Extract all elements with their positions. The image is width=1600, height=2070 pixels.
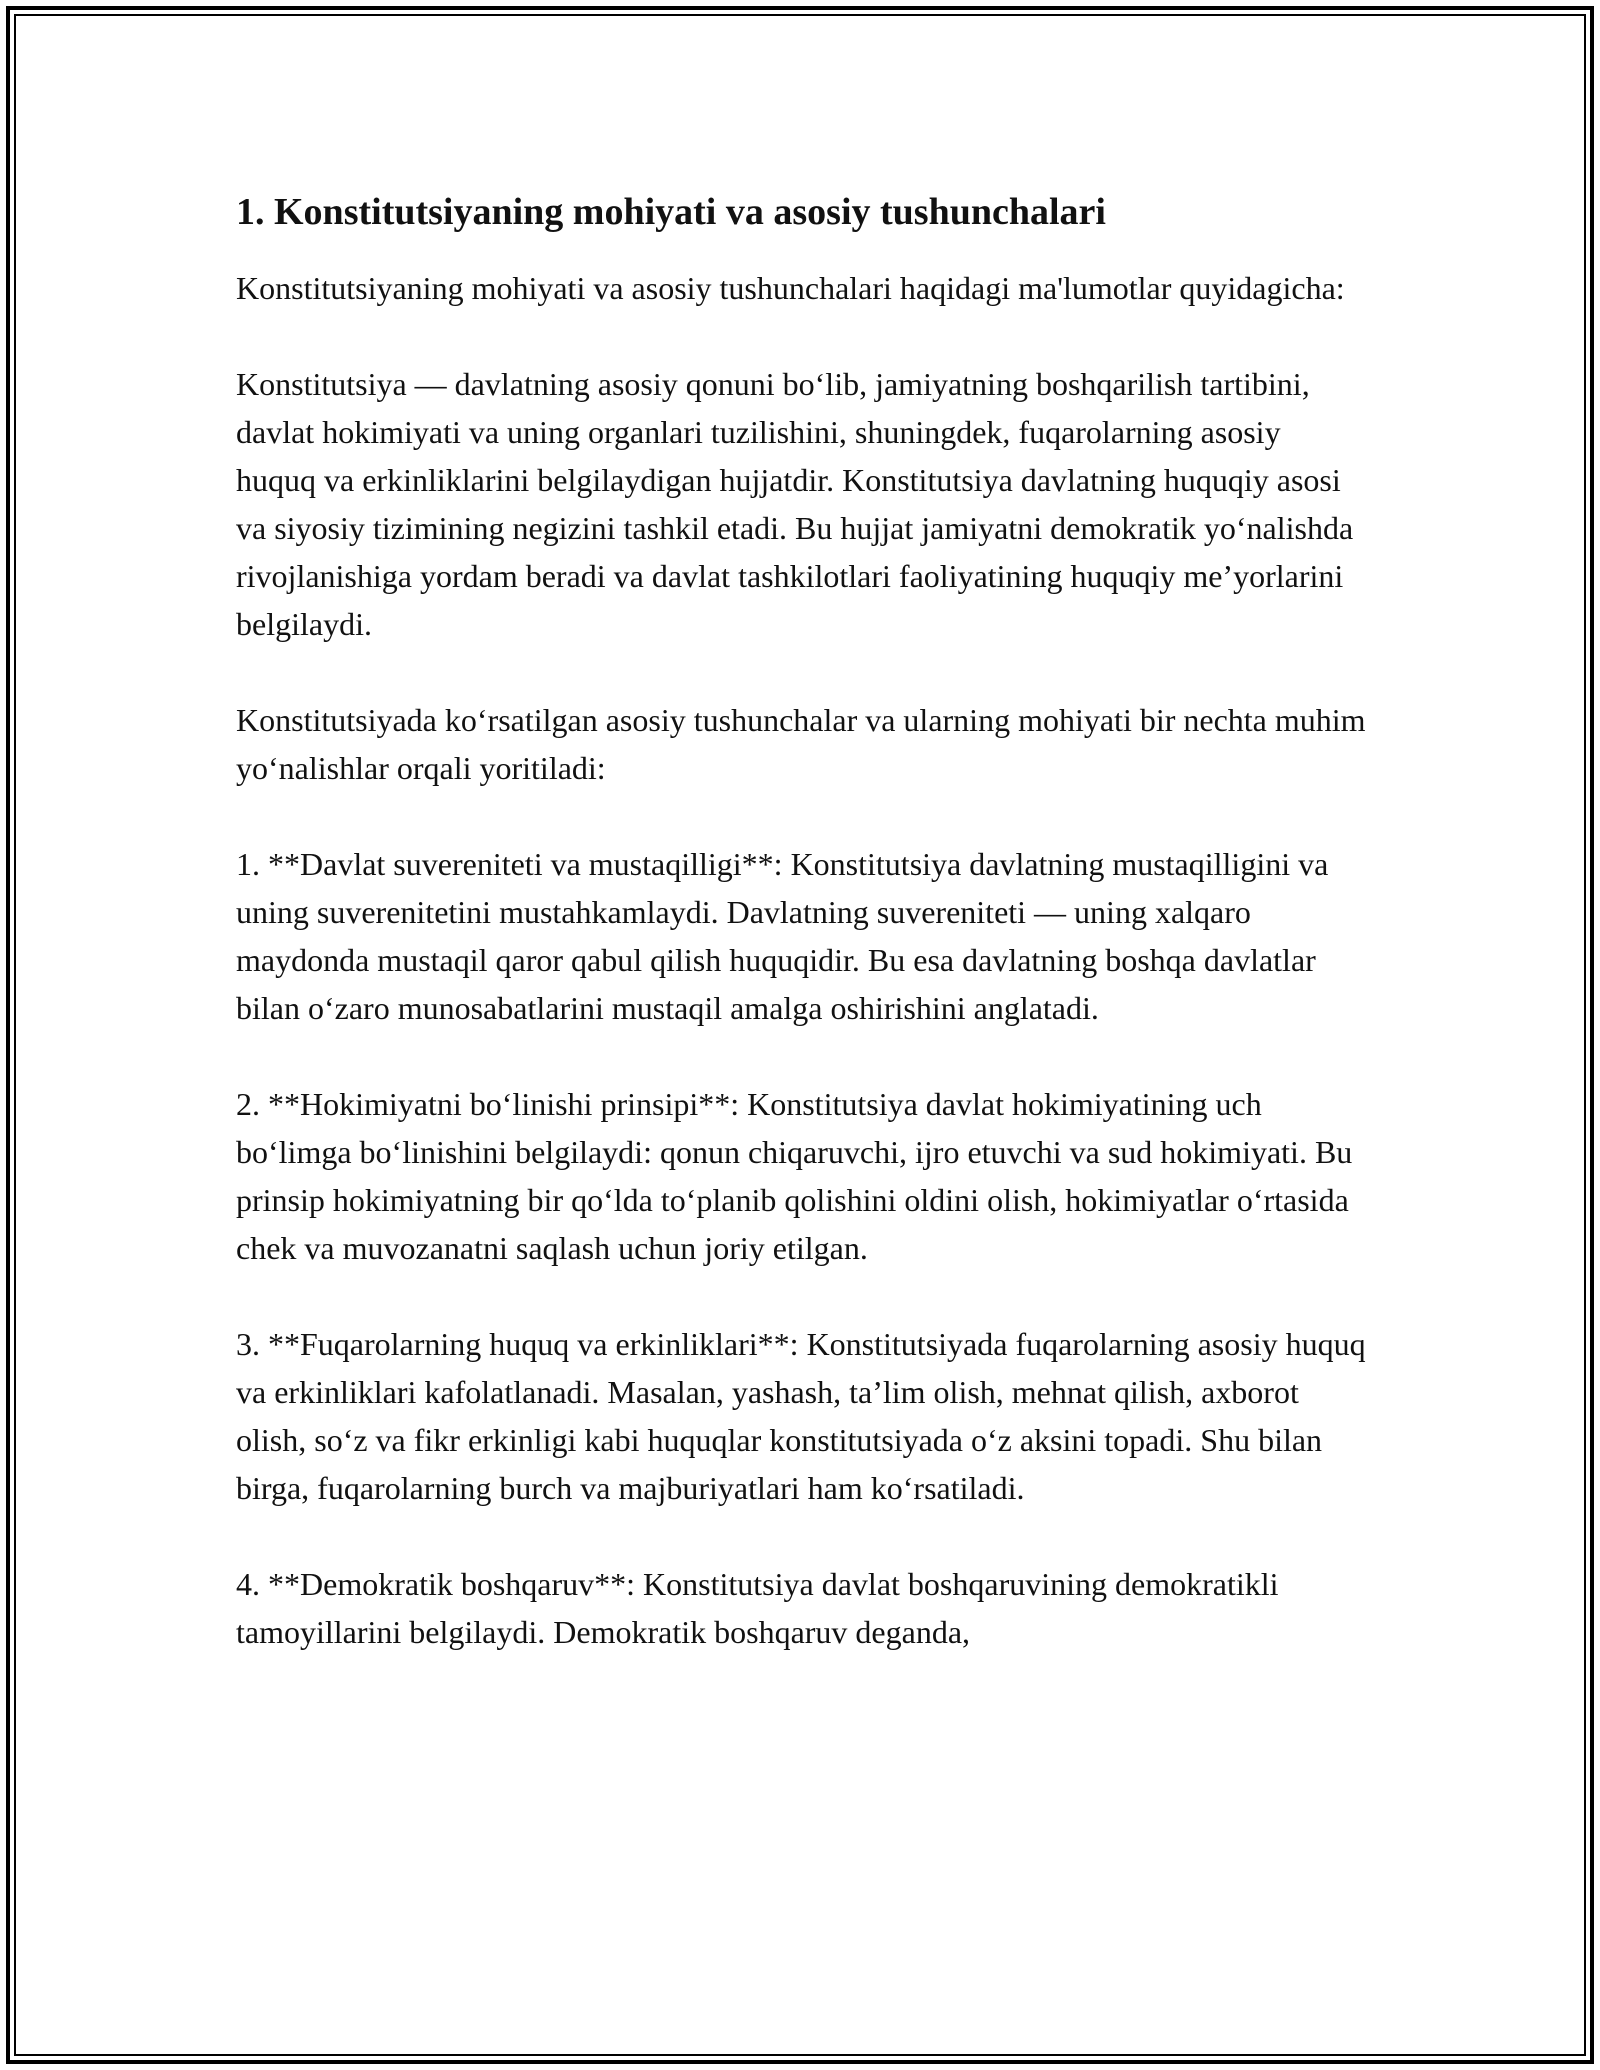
intro-paragraph: Konstitutsiyaning mohiyati va asosiy tushunchalari haqidagi ma'lumotlar quyidagicha: (236, 270, 1345, 306)
list-item-democratic-governance: 4. **Demokratik boshqaruv**: Konstitutsiya davlat boshqaruvining demokratikli tamoyillarini belgilaydi. Demokratik boshqaruv deganda, (236, 1566, 1279, 1650)
document-title: 1. Konstitutsiyaning mohiyati va asosiy tushunchalari (236, 191, 1106, 233)
list-item-sovereignty: 1. **Davlat suvereniteti va mustaqilligi**: Konstitutsiya davlatning mustaqilligini va uning suverenitetini mustahkamlaydi. Davlatning suvereniteti — uning xalqaro maydonda mustaqil qaror qabul qilish huquqidir. Bu esa davlatning boshqa davlatlar bilan o‘zaro munosabatlarini mustaqil amalga oshirishini anglatadi. (236, 846, 1329, 1026)
definition-paragraph: Konstitutsiya — davlatning asosiy qonuni bo‘lib, jamiyatning boshqarilish tartibini, davlat hokimiyati va uning organlari tuzilishini, shuningdek, fuqarolarning asosiy huquq va erkinliklarini belgilaydigan hujjatdir. Konstitutsiya davlatning huquqiy asosi va siyosiy tizimining negizini tashkil etadi. Bu hujjat jamiyatni demokratik yo‘nalishda rivojlanishiga yordam beradi va davlat tashkilotlari faoliyatining huquqiy me’yorlarini belgilaydi. (236, 366, 1354, 642)
list-item-separation-of-powers: 2. **Hokimiyatni bo‘linishi prinsipi**: Konstitutsiya davlat hokimiyatining uch bo‘limga bo‘linishini belgilaydi: qonun chiqaruvchi, ijro etuvchi va sud hokimiyati. Bu prinsip hokimiyatning bir qo‘lda to‘planib qolishini oldini olish, hokimiyatlar o‘rtasida chek va muvozanatni saqlash uchun joriy etilgan. (236, 1086, 1353, 1266)
overview-paragraph: Konstitutsiyada ko‘rsatilgan asosiy tushunchalar va ularning mohiyati bir nechta muhim yo‘nalishlar orqali yoritiladi: (236, 702, 1366, 786)
list-item-citizen-rights: 3. **Fuqarolarning huquq va erkinliklari**: Konstitutsiyada fuqarolarning asosiy huquq va erkinliklari kafolatlanadi. Masalan, yashash, ta’lim olish, mehnat qilish, axborot olish, so‘z va fikr erkinligi kabi huquqlar konstitutsiyada o‘z aksini topadi. Shu bilan birga, fuqarolarning burch va majburiyatlari ham ko‘rsatiladi. (236, 1326, 1366, 1506)
document-body (236, 186, 1366, 1656)
